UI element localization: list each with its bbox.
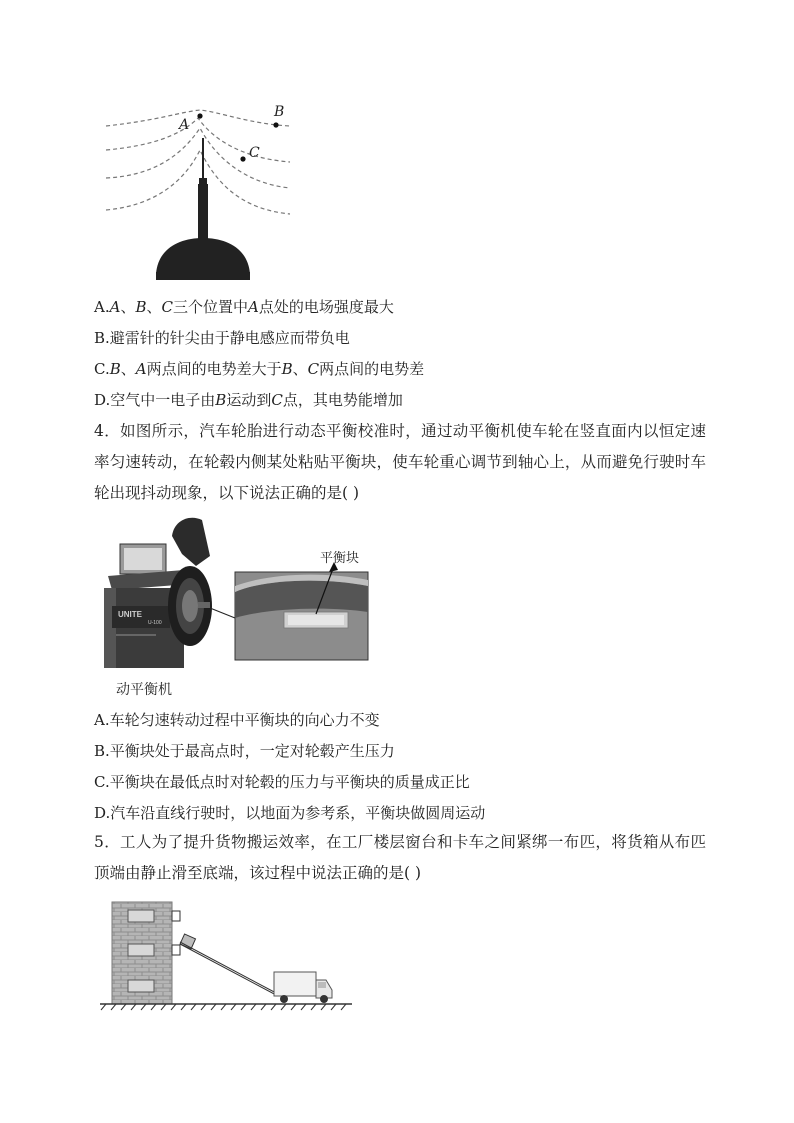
q5-stem: 5．工人为了提升货物搬运效率，在工厂楼层窗台和卡车之间紧绑一布匹，将货箱从布匹顶端由静止滑至底端，该过程中说法正确的是( ) — [94, 833, 706, 882]
q3-option-b: B.避雷针的针尖由于静电感应而带负电 — [94, 329, 350, 347]
point-b-label: B — [274, 104, 285, 120]
wheel-balancer-figure — [98, 514, 370, 670]
machine-brand: UNITE — [118, 610, 142, 619]
q4-option-a: A.车轮匀速转动过程中平衡块的向心力不变 — [94, 711, 380, 729]
slide-truck-figure — [100, 896, 356, 1014]
q4-option-c: C.平衡块在最低点时对轮毂的压力与平衡块的质量成正比 — [94, 773, 470, 791]
figure-caption: 动平衡机 — [116, 682, 172, 698]
q3-option-d: D.空气中一电子由B运动到C点，其电势能增加 — [94, 391, 403, 409]
q4-stem: 4．如图所示，汽车轮胎进行动态平衡校准时，通过动平衡机使车轮在竖直面内以恒定速率匀速转动，在轮毂内侧某处粘贴平衡块，使车轮重心调节到轴心上，从而避免行驶时车轮出现抖动现象，以下说法正确的是( ) — [94, 422, 706, 502]
q4-option-d: D.汽车沿直线行驶时，以地面为参考系，平衡块做圆周运动 — [94, 804, 486, 822]
point-a-label: A — [179, 117, 190, 133]
q3-option-a: A.A、B、C三个位置中A点处的电场强度最大 — [94, 298, 394, 316]
lightning-rod-figure — [100, 98, 300, 286]
balance-weight-label: 平衡块 — [320, 551, 360, 566]
q4-option-b: B.平衡块处于最高点时，一定对轮毂产生压力 — [94, 742, 395, 760]
point-c-label: C — [249, 145, 260, 161]
q3-option-c: C.B、A两点间的电势差大于B、C两点间的电势差 — [94, 360, 425, 378]
machine-model: U-100 — [148, 620, 162, 626]
